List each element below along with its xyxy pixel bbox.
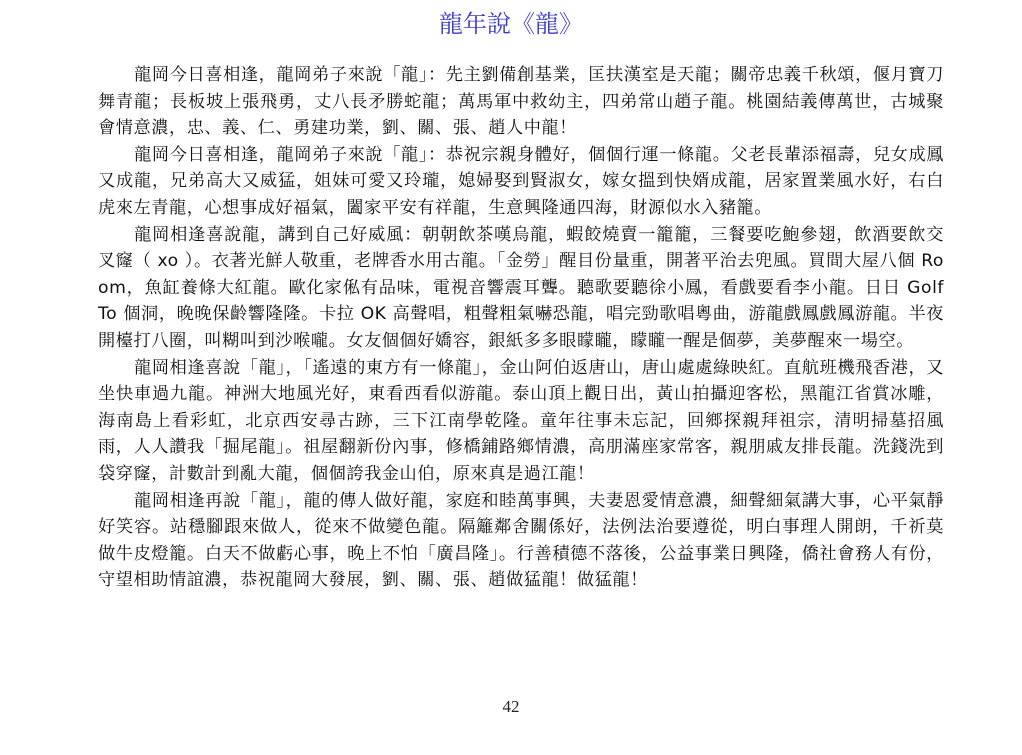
paragraph-3: 龍岡相逢喜說龍，講到自己好威風：朝朝飲茶嘆烏龍，蝦餃燒賣一籠籠，三餐要吃鮑參翅，飲酒要飲交叉窿（ xo ）。衣著光鮮人敬重，老牌香水用古龍。「金勞」醒目份量重，開著平治去兜風。買間大屋八個 Room，魚缸養條大紅龍。歐化家俬有品味，電視音響震耳聾。聽歌要聽徐小鳳，看戲要看李小龍。日日 Golf To 個洞，晚晚保齡響隆隆。卡拉 OK 高聲唱，粗聲粗氣嚇恐龍，唱完勁歌唱粵曲，游龍戲鳳戲鳳游龍。半夜開檯打八圈，叫糊叫到沙喉嚨。女友個個好嬌容，銀紙多多眼矇矓，矇矓一醒是個夢，美夢醒來一場空。	[98, 224, 944, 351]
paragraph-5: 龍岡相逢再說「龍」，龍的傳人做好龍，家庭和睦萬事興，夫妻恩愛情意濃，細聲細氣講大事，心平氣靜好笑容。站穩腳跟來做人，從來不做變色龍。隔籬鄰舍關係好，法例法治要遵從，明白事理人開朗，千祈莫做牛皮燈籠。白天不做虧心事，晚上不怕「廣昌隆」。行善積德不落後，公益事業日興隆，僑社會務人有份，守望相助情誼濃，恭祝龍岡大發展，劉、關、張、趙做猛龍！做猛龍！	[98, 490, 944, 591]
paragraph-2: 龍岡今日喜相逢，龍岡弟子來說「龍」：恭祝宗親身體好，個個行運一條龍。父老長輩添福壽，兒女成鳳又成龍，兄弟高大又威猛，姐妹可愛又玲瓏，媳婦娶到賢淑女，嫁女搵到快婿成龍，居家置業風水好，右白虎來左青龍，心想事成好福氣，闔家平安有祥龍，生意興隆通四海，財源似水入豬籠。	[98, 144, 944, 218]
paragraph-4: 龍岡相逢喜說「龍」，「遙遠的東方有一條龍」，金山阿伯返唐山，唐山處處綠映紅。直航班機飛香港，又坐快車過九龍。神洲大地風光好，東看西看似游龍。泰山頂上觀日出，黃山拍攝迎客松，黑龍江省賞冰雕，海南島上看彩虹，北京西安尋古跡，三下江南學乾隆。童年往事未忘記，回鄉探親拜祖宗，清明掃墓招風雨，人人讚我「掘尾龍」。祖屋翻新份內事，修橋鋪路鄉情濃，高朋滿座家常客，親朋戚友排長龍。洗錢洗到袋穿窿，計數計到亂大龍，個個誇我金山伯，原來真是過江龍！	[98, 357, 944, 484]
page-number: 42	[502, 697, 520, 716]
page-title: 龍年說《龍》	[439, 10, 583, 38]
article-body	[98, 62, 944, 594]
paragraph-1: 龍岡今日喜相逢，龍岡弟子來說「龍」：先主劉備創基業，匡扶漢室是天龍；關帝忠義千秋頌，偃月寶刀舞青龍；長板坡上張飛勇，丈八長矛勝蛇龍；萬馬軍中救幼主，四弟常山趙子龍。桃園結義傳萬世，古城聚會情意濃，忠、義、仁、勇建功業，劉、關、張、趙人中龍！	[98, 65, 944, 139]
